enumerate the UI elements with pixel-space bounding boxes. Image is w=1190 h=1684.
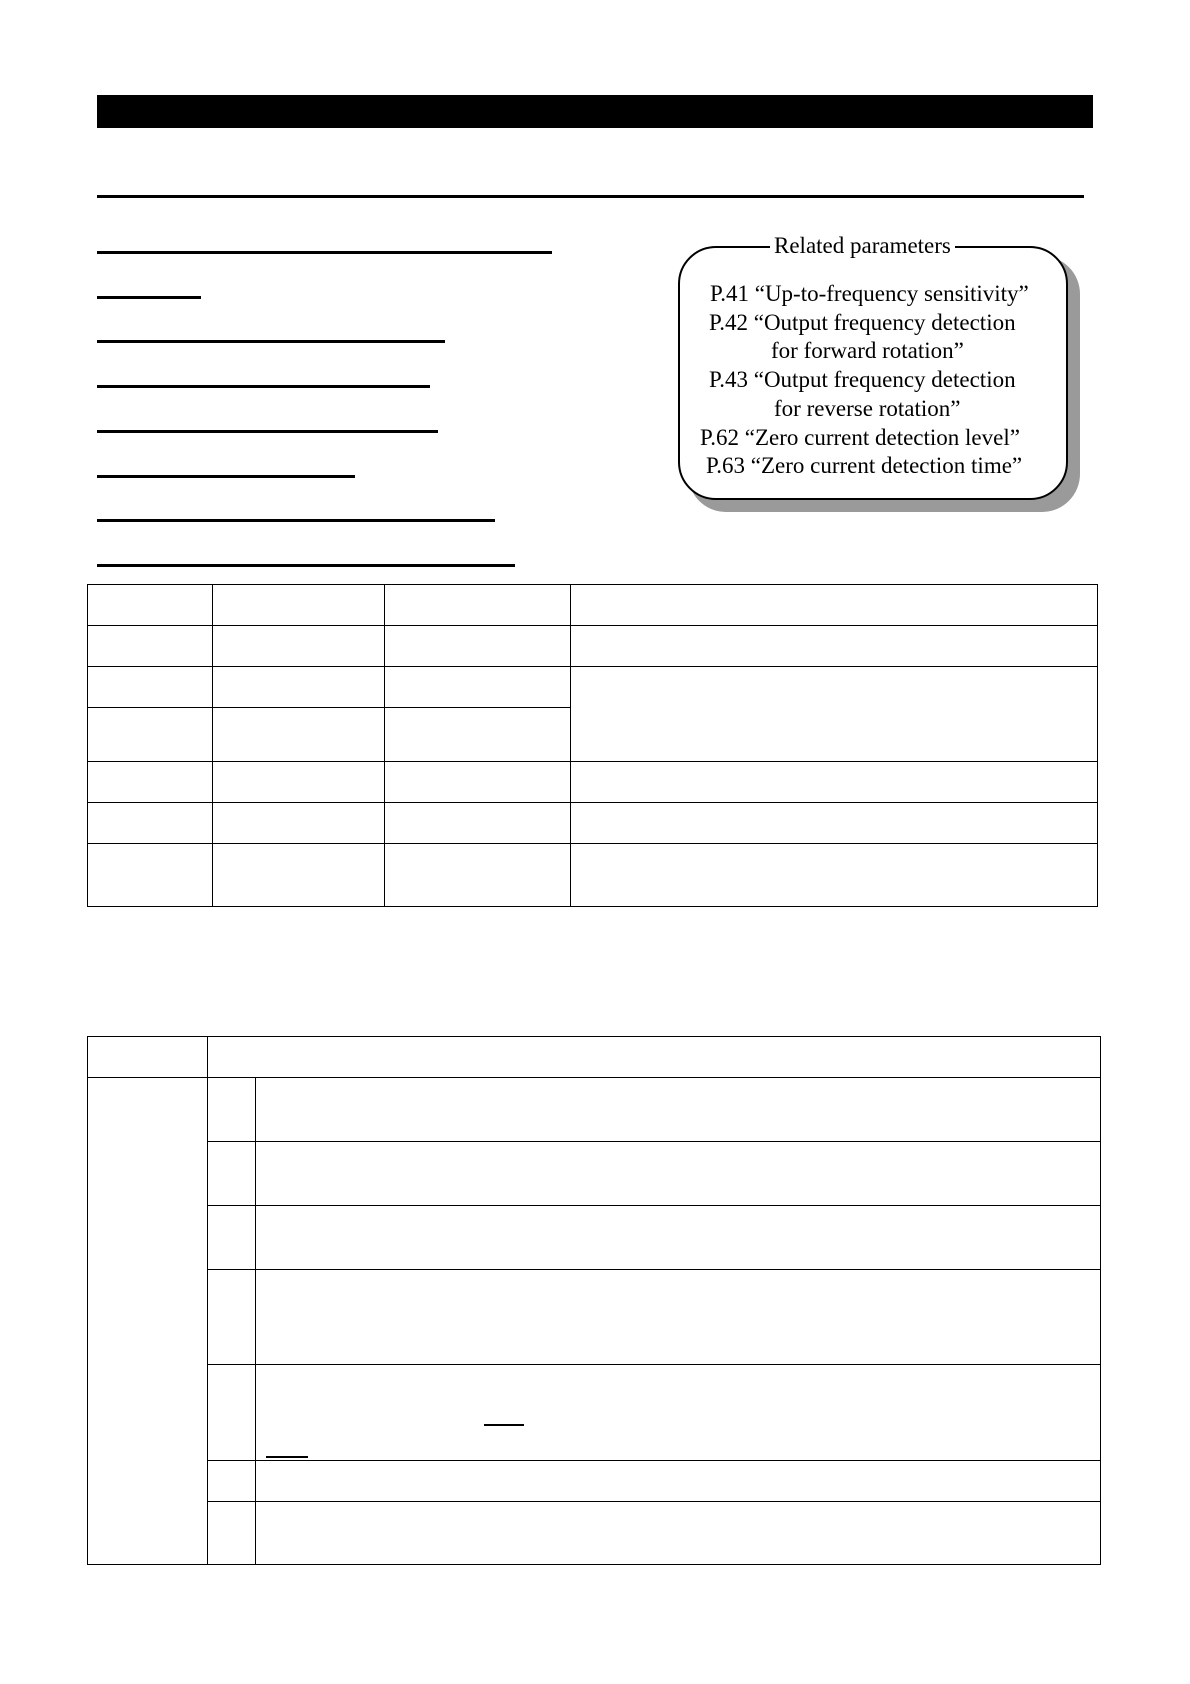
table-cell: [385, 708, 571, 762]
table-cell: [385, 844, 571, 907]
table-row: [88, 585, 1098, 626]
table-cell: [385, 762, 571, 803]
table-cell: [385, 585, 571, 626]
table-cell: [571, 585, 1098, 626]
table-cell: [385, 667, 571, 708]
table-cell: [256, 1078, 1101, 1142]
heading-rule: [97, 195, 1084, 198]
related-parameter-p62: P.62 “Zero current detection level”: [700, 425, 1020, 450]
table-cell: [256, 1270, 1101, 1365]
related-parameter-p42: P.42 “Output frequency detection: [709, 310, 1016, 335]
table-cell: [208, 1502, 256, 1565]
table-cell: [88, 803, 213, 844]
related-parameter-p63: P.63 “Zero current detection time”: [706, 453, 1023, 478]
table-cell: [208, 1078, 256, 1142]
related-parameter-p42-cont: for forward rotation”: [771, 338, 964, 363]
table-cell: [208, 1037, 1101, 1078]
table-cell: [213, 626, 385, 667]
related-parameter-p43: P.43 “Output frequency detection: [709, 367, 1016, 392]
table-cell: [208, 1365, 256, 1461]
list-item-rule: [97, 475, 355, 478]
underline-mark: [266, 1456, 308, 1458]
list-item-rule: [97, 340, 445, 343]
list-item-rule: [97, 430, 438, 433]
table-cell: [213, 708, 385, 762]
table-cell: [256, 1365, 1101, 1461]
table-cell: [213, 844, 385, 907]
table-cell: [88, 708, 213, 762]
table-row: [88, 667, 1098, 708]
list-item-rule: [97, 296, 201, 299]
table-cell: [88, 667, 213, 708]
table-cell: [88, 626, 213, 667]
table-row: [88, 762, 1098, 803]
table-cell: [208, 1270, 256, 1365]
related-parameter-p41: P.41 “Up-to-frequency sensitivity”: [710, 281, 1029, 306]
table-cell: [88, 844, 213, 907]
table-cell-merged: [571, 667, 1098, 762]
list-item-rule: [97, 564, 515, 567]
related-parameter-p43-cont: for reverse rotation”: [774, 396, 961, 421]
table-row: [88, 1502, 1101, 1565]
table-row: [88, 1142, 1101, 1206]
table-cell: [208, 1142, 256, 1206]
table-cell-merged: [88, 1078, 208, 1565]
table-cell: [571, 762, 1098, 803]
table-row: [88, 1365, 1101, 1461]
table-cell: [88, 585, 213, 626]
table-row: [88, 803, 1098, 844]
table-row: [88, 626, 1098, 667]
list-item-rule: [97, 385, 430, 388]
table-cell: [256, 1142, 1101, 1206]
list-item-rule: [97, 519, 495, 522]
table-cell: [213, 803, 385, 844]
table-cell: [571, 844, 1098, 907]
table-cell: [208, 1206, 256, 1270]
table-row: [88, 844, 1098, 907]
list-item-rule: [97, 251, 552, 254]
table-cell: [213, 762, 385, 803]
table-row: [88, 1270, 1101, 1365]
table-cell: [571, 626, 1098, 667]
callout-title: Related parameters: [770, 232, 955, 260]
table-cell: [213, 667, 385, 708]
table-cell: [256, 1461, 1101, 1502]
table-row: [88, 1206, 1101, 1270]
parameter-table: [87, 584, 1098, 907]
table-cell: [256, 1502, 1101, 1565]
section-header-bar: [97, 95, 1093, 128]
table-cell: [256, 1206, 1101, 1270]
overline-mark: [484, 1424, 524, 1426]
table-cell: [208, 1461, 256, 1502]
table-cell: [385, 626, 571, 667]
table-cell: [88, 762, 213, 803]
table-cell: [213, 585, 385, 626]
table-cell: [571, 803, 1098, 844]
table-row: [88, 1037, 1101, 1078]
setting-table: [87, 1036, 1101, 1565]
table-row: [88, 1461, 1101, 1502]
table-cell: [88, 1037, 208, 1078]
table-row: [88, 1078, 1101, 1142]
table-cell: [385, 803, 571, 844]
